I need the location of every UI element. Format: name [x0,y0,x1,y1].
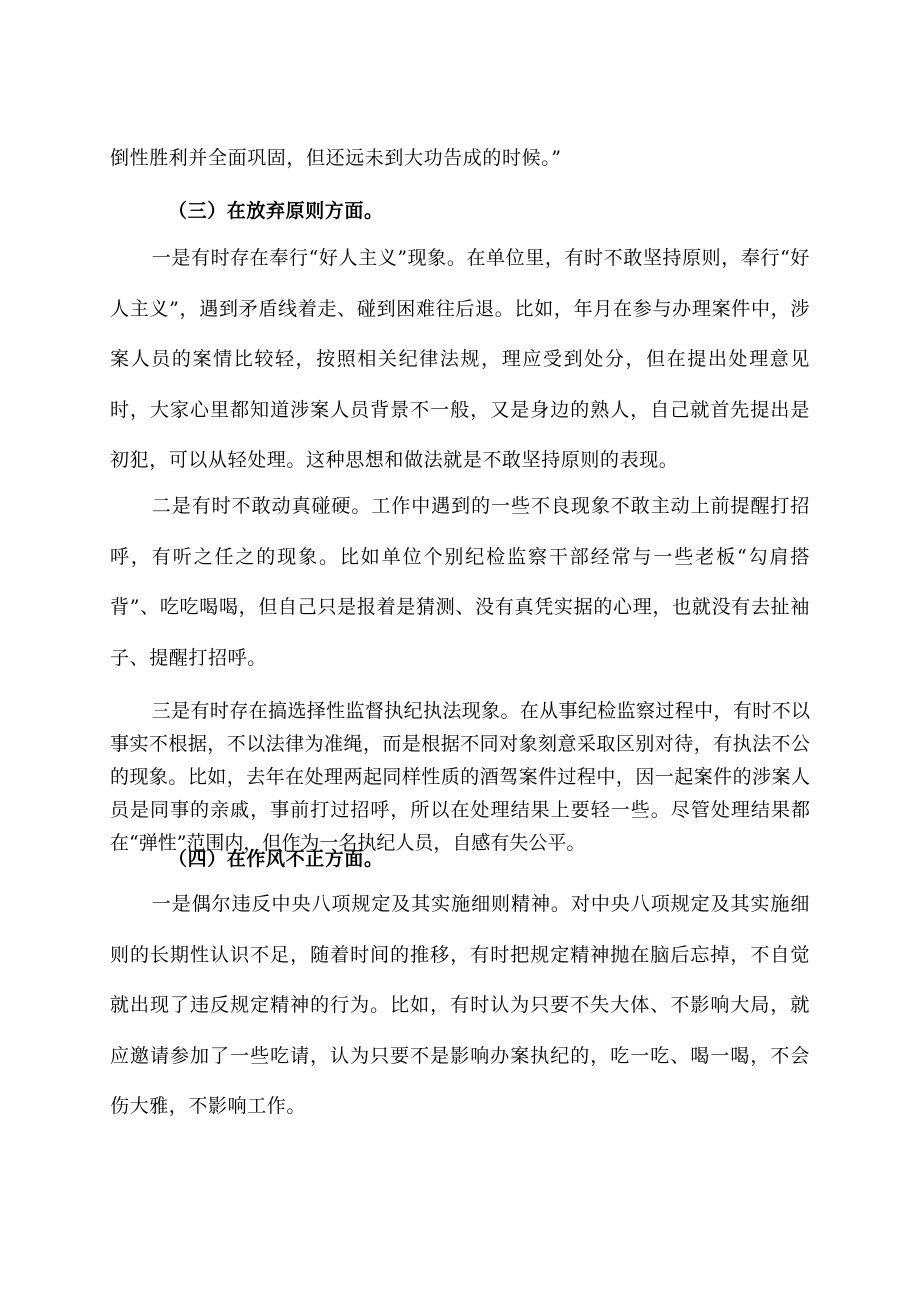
continuation-paragraph: 倒性胜利并全面巩固，但还远未到大功告成的时候。” [110,147,562,169]
paragraph-dare-not-confront: 二是有时不敢动真碰硬。工作中遇到的一些不良现象不敢主动上前提醒打招呼，有听之任之的现象。比如单位个别纪检监察干部经常与一些老板“勾肩搭背”、吃吃喝喝，但自己只是报着是猜测、没有真凭实据的心理，也就没有去扯袖子、提醒打招呼。 [110,495,810,669]
section-heading-principles: （三）在放弃原则方面。 [168,200,384,222]
paragraph-eight-rules: 一是偶尔违反中央八项规定及其实施细则精神。对中央八项规定及其实施细则的长期性认识不足，随着时间的推移，有时把规定精神抛在脑后忘掉，不自觉就出现了违反规定精神的行为。比如，有时认为只要不失大体、不影响大局，就应邀请参加了一些吃请，认为只要不是影响办案执纪的，吃一吃、喝一喝，不会伤大雅，不影响工作。 [110,893,810,1117]
paragraph-selective-supervision: 三是有时存在搞选择性监督执纪执法现象。在从事纪检监察过程中，有时不以事实不根据，不以法律为准绳，而是根据不同对象刻意采取区别对待，有执法不公的现象。比如，去年在处理两起同样性质的酒驾案件过程中，因一起案件的涉案人员是同事的亲戚，事前打过招呼，所以在处理结果上要轻一些。尽管处理结果都在“弹性”范围内，但作为一名执纪人员，自感有失公平。 [110,700,810,854]
section-heading-conduct: （四）在作风不正方面。 [168,848,384,870]
paragraph-good-person: 一是有时存在奉行“好人主义”现象。在单位里，有时不敢坚持原则，奉行“好人主义”，遇到矛盾线着走、碰到困难往后退。比如，年月在参与办理案件中，涉案人员的案情比较轻，按照相关纪律法规，理应受到处分，但在提出处理意见时，大家心里都知道涉案人员背景不一般，又是身边的熟人，自己就首先提出是初犯，可以从轻处理。这种思想和做法就是不敢坚持原则的表现。 [110,247,810,471]
